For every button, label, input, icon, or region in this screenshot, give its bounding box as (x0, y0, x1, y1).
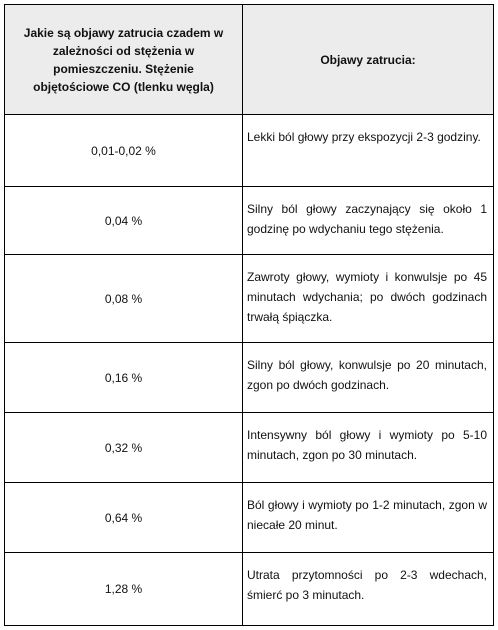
table-header-row (5, 5, 493, 115)
concentration-cell: 0,04 % (5, 187, 243, 254)
symptoms-cell: Intensywny ból głowy i wymioty po 5-10 minutach, zgon po 30 minutach. (247, 428, 487, 462)
concentration-cell: 0,08 % (5, 255, 243, 342)
symptoms-cell: Silny ból głowy, konwulsje po 20 minutach, zgon po dwóch godzinach. (247, 358, 487, 392)
table-row (5, 343, 493, 413)
co-poisoning-table (4, 4, 494, 626)
table-row (5, 553, 493, 625)
concentration-cell: 0,64 % (5, 483, 243, 552)
symptoms-cell: Silny ból głowy zaczynający się około 1 godzinę po wdychaniu tego stężenia. (247, 202, 487, 236)
header-symptoms-text: Objawy zatrucia: (320, 52, 416, 67)
header-symptoms (243, 5, 493, 114)
concentration-cell: 0,01-0,02 % (5, 115, 243, 186)
concentration-cell: 1,28 % (5, 553, 243, 625)
table-row (5, 483, 493, 553)
symptoms-cell: Ból głowy i wymioty po 1-2 minutach, zgon w niecałe 20 minut. (247, 498, 487, 532)
concentration-cell: 0,32 % (5, 413, 243, 482)
header-concentration (5, 5, 243, 114)
header-concentration-text: Jakie są objawy zatrucia czadem w zależności od stężenia w pomieszczeniu. Stężenie objętościowe CO (tlenku węgla) (23, 25, 224, 94)
table-row (5, 413, 493, 483)
concentration-cell: 0,16 % (5, 343, 243, 412)
symptoms-cell: Zawroty głowy, wymioty i konwulsje po 45 minutach wdychania; po dwóch godzinach trwałą śpiączka. (247, 270, 487, 324)
table-row (5, 115, 493, 187)
table-row (5, 187, 493, 255)
table-row (5, 255, 493, 343)
symptoms-cell: Utrata przytomności po 2-3 wdechach, śmierć po 3 minutach. (247, 568, 487, 602)
symptoms-cell: Lekki ból głowy przy ekspozycji 2-3 godziny. (247, 130, 481, 144)
